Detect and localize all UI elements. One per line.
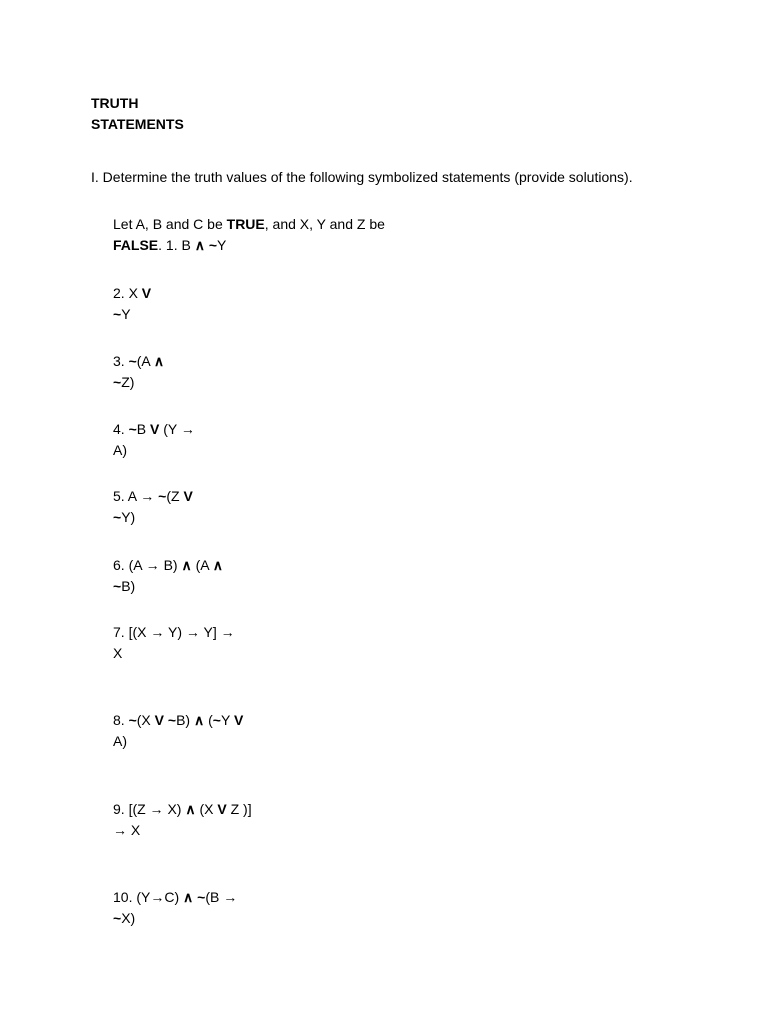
item-line-2: → X bbox=[113, 822, 141, 838]
statement-item-4 bbox=[113, 419, 195, 461]
item-line-1: 6. (A → B) ∧ (A ∧ bbox=[113, 557, 223, 573]
given-after-false: . 1. B bbox=[158, 237, 195, 253]
item-1-operators: ∧ ~ bbox=[194, 237, 218, 253]
given-true-word: TRUE bbox=[226, 216, 265, 232]
item-line-2: ~Y) bbox=[113, 509, 136, 525]
item-line-2: X bbox=[113, 645, 123, 661]
given-middle: , and X, Y and Z be bbox=[264, 216, 385, 232]
title-line-1: TRUTH bbox=[91, 95, 139, 111]
item-line-2: ~Z) bbox=[113, 374, 135, 390]
item-line-1: 9. [(Z → X) ∧ (X V Z )] bbox=[113, 801, 252, 817]
statement-item-7 bbox=[113, 622, 235, 664]
item-line-2: A) bbox=[113, 733, 127, 749]
statement-item-5 bbox=[113, 486, 193, 528]
item-line-1: 2. X V bbox=[113, 285, 152, 301]
given-statement bbox=[113, 214, 433, 256]
given-prefix: Let A, B and C be bbox=[113, 216, 227, 232]
statement-item-6 bbox=[113, 555, 223, 597]
item-line-1: 5. A → ~(Z V bbox=[113, 488, 193, 504]
statement-item-2 bbox=[113, 283, 151, 325]
item-line-1: 7. [(X → Y) → Y] → bbox=[113, 624, 235, 640]
item-line-1: 8. ~(X V ~B) ∧ (~Y V bbox=[113, 712, 244, 728]
item-line-1: 3. ~(A ∧ bbox=[113, 353, 165, 369]
statement-item-3 bbox=[113, 351, 164, 393]
instruction-text: I. Determine the truth values of the following symbolized statements (provide solutions). bbox=[91, 169, 633, 185]
item-1-tail: Y bbox=[217, 237, 227, 253]
item-line-2: ~Y bbox=[113, 306, 131, 322]
item-line-1: 4. ~B V (Y → bbox=[113, 421, 195, 437]
given-false-word: FALSE bbox=[113, 237, 159, 253]
item-line-2: A) bbox=[113, 442, 127, 458]
statement-item-9 bbox=[113, 799, 252, 841]
item-line-2: ~X) bbox=[113, 910, 136, 926]
item-line-1: 10. (Y→C) ∧ ~(B → bbox=[113, 889, 238, 905]
title-line-2: STATEMENTS bbox=[91, 116, 184, 132]
statement-item-10 bbox=[113, 887, 237, 929]
statement-item-8 bbox=[113, 710, 243, 752]
document-title bbox=[91, 93, 184, 135]
item-line-2: ~B) bbox=[113, 578, 136, 594]
